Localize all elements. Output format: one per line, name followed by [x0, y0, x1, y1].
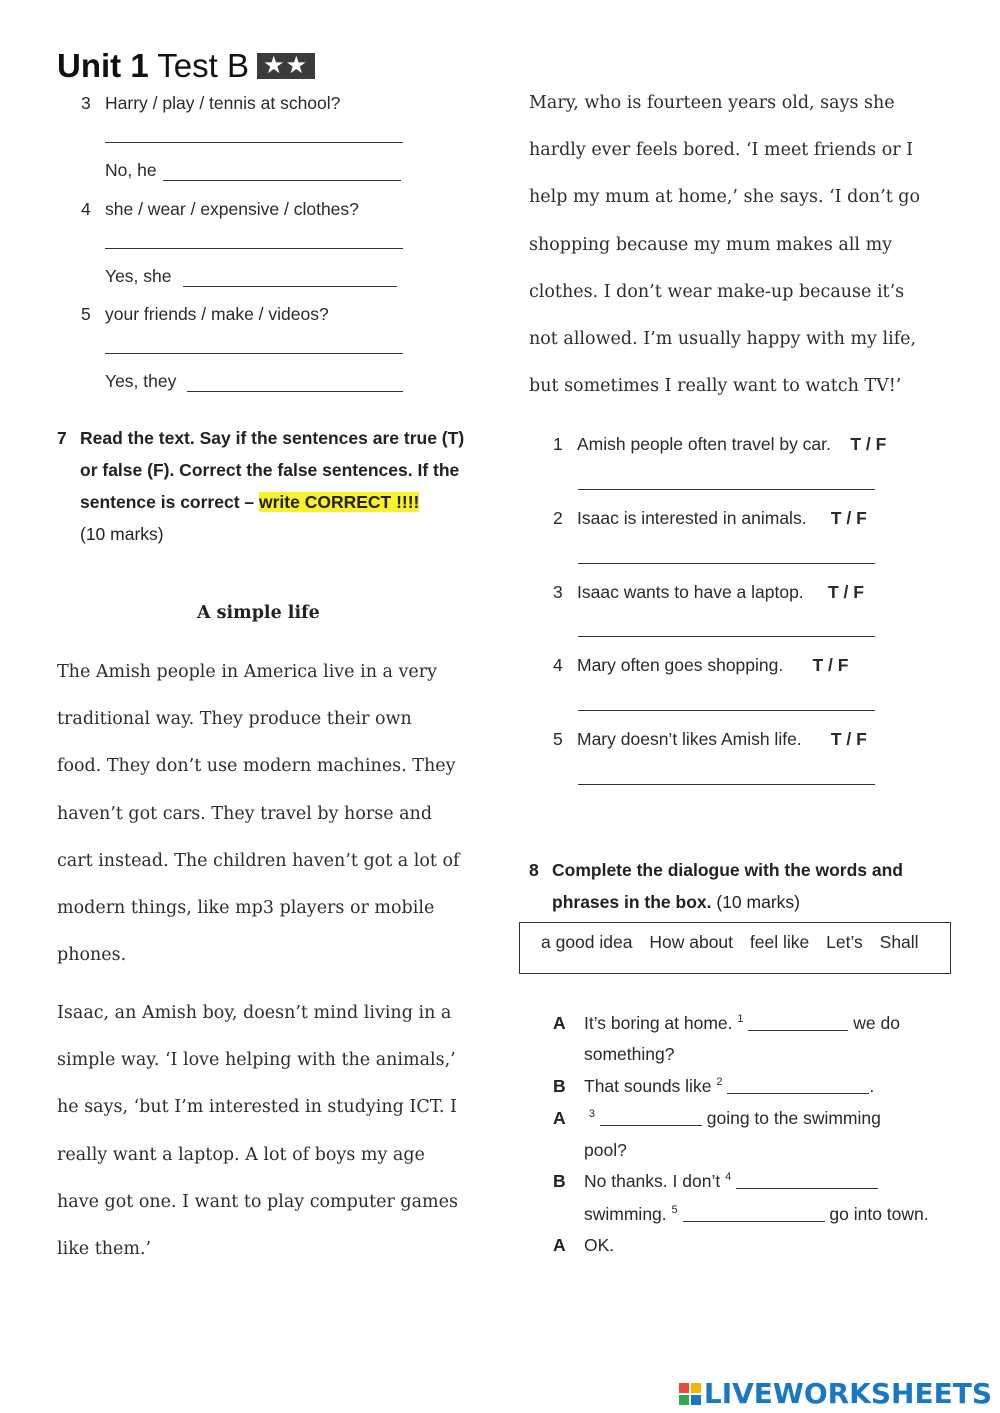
dialogue-line-2: That sounds like $^2$ . — [584, 1076, 875, 1096]
blank-3[interactable] — [600, 1125, 702, 1126]
tf-choice-2[interactable]: T / F — [830, 508, 867, 528]
tf-choice-1[interactable]: T / F — [850, 434, 887, 454]
box-word-4: Let’s — [826, 932, 863, 952]
dialogue-line-3: $^3$ going to the swimming — [588, 1108, 881, 1128]
dialogue-line-4: No thanks. I don’t $^4$ — [584, 1171, 878, 1192]
answer-line-4a[interactable] — [105, 248, 403, 249]
tf-item-3: 3 Isaac wants to have a laptop. T / F — [553, 582, 864, 602]
answer-line-4b[interactable] — [183, 286, 397, 287]
speaker-a-2: A — [553, 1108, 566, 1128]
tf-line-1[interactable] — [578, 489, 875, 490]
question-5: 5 your friends / make / videos? — [81, 304, 329, 324]
tf-item-5: 5 Mary doesn’t likes Amish life. T / F — [553, 729, 867, 749]
answer-4b: Yes, she — [105, 266, 172, 286]
speaker-b-2: B — [553, 1171, 566, 1191]
tf-line-3[interactable] — [578, 636, 875, 637]
answer-line-5a[interactable] — [105, 353, 403, 354]
blank-4[interactable] — [736, 1188, 878, 1189]
answer-line-3a[interactable] — [105, 142, 403, 143]
word-box — [519, 922, 951, 974]
speaker-a-1: A — [553, 1013, 566, 1033]
tf-item-1: 1 Amish people often travel by car. T / F — [553, 434, 887, 454]
box-word-1: a good idea — [541, 932, 633, 952]
title-unit: Unit 1 — [57, 47, 149, 84]
box-word-2: How about — [649, 932, 734, 952]
reading-paragraph-3: Mary, who is fourteen years old, says she hardly ever feels bored. ‘I meet friends or I help my mum at home,’ she says. ‘I don’t go shopping because my mum makes all my clothes. I don’t wear make-up because it’s not allowed. I’m usually happy with my life, but sometimes I really want to watch TV!’ — [529, 93, 921, 397]
tf-choice-5[interactable]: T / F — [830, 729, 867, 749]
speaker-b-1: B — [553, 1076, 566, 1096]
exercise-8-instruction: 8 Complete the dialogue with the words and phrases in the box. (10 marks) — [529, 860, 903, 912]
speaker-a-3: A — [553, 1235, 566, 1255]
blank-1[interactable] — [748, 1030, 848, 1031]
difficulty-stars: ★★ — [257, 53, 315, 79]
answer-5b: Yes, they — [105, 371, 177, 391]
dialogue-line-3b: pool? — [584, 1140, 627, 1160]
blank-2[interactable] — [727, 1093, 869, 1094]
dialogue-line-4b: swimming. $^5$ go into town. — [584, 1204, 929, 1224]
liveworksheets-logo: LIVEWORKSHEETS — [679, 1377, 992, 1410]
reading-paragraph-2: Isaac, an Amish boy, doesn’t mind living in a simple way. ‘I love helping with the animals,’ he says, ‘but I’m interested in studying ICT. I really want a laptop. A lot of boys my age have got one. I want to play computer games like them.’ — [57, 1003, 458, 1260]
exercise-7-marks: (10 marks) — [80, 524, 164, 544]
tf-item-4: 4 Mary often goes shopping. T / F — [553, 655, 849, 675]
answer-line-3b[interactable] — [163, 180, 401, 181]
exercise-7-instruction: 7 Read the text. Say if the sentences are true (T) or false (F). Correct the false sentences. If the sentence is correct – write CORRECT !!!! (10 marks) — [57, 428, 465, 544]
box-word-5: Shall — [879, 932, 919, 952]
tf-line-2[interactable] — [578, 563, 875, 564]
logo-icon — [679, 1383, 701, 1405]
reading-title: A simple life — [197, 603, 320, 623]
answer-3b: No, he — [105, 160, 157, 180]
blank-5[interactable] — [683, 1221, 825, 1222]
reading-paragraph-1: The Amish people in America live in a very traditional way. They produce their own food. They don’t use modern machines. They haven’t got cars. They travel by horse and cart instead. The children haven’t got a lot of modern things, like mp3 players or mobile phones. — [57, 662, 460, 966]
dialogue-line-1: It’s boring at home. $^1$ we do — [584, 1013, 900, 1033]
highlight-write-correct: write CORRECT !!!! — [258, 492, 420, 512]
tf-choice-3[interactable]: T / F — [827, 582, 864, 602]
dialogue-line-1b: something? — [584, 1044, 675, 1064]
answer-line-5b[interactable] — [187, 391, 403, 392]
tf-item-2: 2 Isaac is interested in animals. T / F — [553, 508, 867, 528]
dialogue-line-5: OK. — [584, 1235, 615, 1255]
tf-line-4[interactable] — [578, 710, 875, 711]
question-3: 3 Harry / play / tennis at school? — [81, 93, 341, 113]
tf-line-5[interactable] — [578, 784, 875, 785]
question-4: 4 she / wear / expensive / clothes? — [81, 199, 359, 219]
page-title — [57, 44, 315, 88]
title-test: Test B — [157, 47, 249, 84]
tf-choice-4[interactable]: T / F — [812, 655, 849, 675]
box-word-3: feel like — [749, 932, 810, 952]
